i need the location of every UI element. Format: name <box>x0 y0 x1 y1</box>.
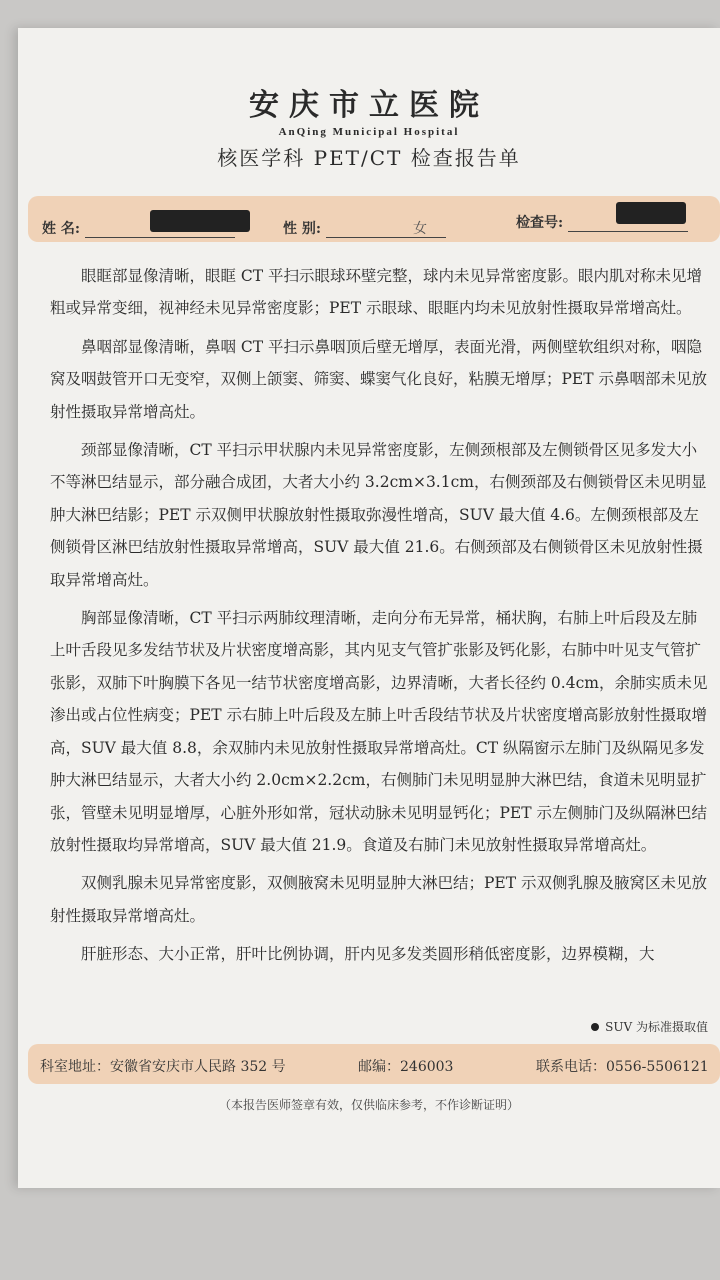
footnote-text: SUV 为标准摄取值 <box>605 1020 708 1034</box>
name-label: 姓 名: <box>42 221 81 237</box>
report-page <box>18 28 720 1188</box>
sex-value: 女 <box>413 221 427 237</box>
sex-field <box>283 218 446 238</box>
name-redaction <box>150 210 250 232</box>
paragraph-orbit: 眼眶部显像清晰，眼眶 CT 平扫示眼球环壁完整，球内未见异常密度影。眼内肌对称未见增粗或异常变细，视神经未见异常密度影；PET 示眼球、眼眶内均未见放射性摄取异常增高灶。 <box>50 267 703 318</box>
report-header <box>18 80 720 171</box>
phone: 联系电话：0556-5506121 <box>536 1059 709 1075</box>
patient-info-band <box>28 196 720 242</box>
paragraph-neck: 颈部显像清晰，CT 平扫示甲状腺内未见异常密度影，左侧颈根部及左侧锁骨区见多发大小不等淋巴结显示，部分融合成团，大者大小约 3.2cm×3.1cm，右侧颈部及右侧锁骨区未见明显肿大淋巴结影；PET 示双侧甲状腺放射性摄取弥漫性增高，SUV 最大值 4.6。左侧颈根部及左侧锁骨区淋巴结放射性摄取异常增高，SUV 最大值 21.6。右侧颈部及右侧锁骨区未见放射性摄取异常增高灶。 <box>50 441 707 589</box>
bullet-icon <box>591 1023 599 1031</box>
exam-no-field <box>516 212 688 232</box>
report-title: 核医学科 PET/CT 检查报告单 <box>217 146 521 170</box>
paragraph-liver: 肝脏形态、大小正常，肝叶比例协调，肝内见多发类圆形稍低密度影，边界模糊，大 <box>81 945 655 964</box>
footer-band <box>28 1044 720 1084</box>
paragraph-chest: 胸部显像清晰，CT 平扫示两肺纹理清晰，走向分布无异常，桶状胸，右肺上叶后段及左肺上叶舌段见多发结节状及片状密度增高影，其内见支气管扩张影及钙化影，右肺中叶见支气管扩张影，双肺下叶胸膜下各见一结节状密度增高影，边界清晰，大者长径约 0.4cm，余肺实质未见渗出或占位性病变；PET 示右肺上叶后段及左肺上叶舌段结节状及片状密度增高影放射性摄取增高，SUV 最大值 8.8，余双肺内未见放射性摄取异常增高灶。CT 纵隔窗示左肺门及纵隔见多发肿大淋巴结显示，大者大小约 2.0cm×2.2cm，右侧肺门未见明显肿大淋巴结，食道未见明显扩张，管壁未见明显增厚，心脏外形如常，冠状动脉未见明显钙化；PET 示左侧肺门及纵隔淋巴结放射性摄取均异常增高，SUV 最大值 21.9。食道及右肺门未见放射性摄取异常增高灶。 <box>50 609 708 854</box>
suv-footnote <box>591 1018 708 1035</box>
paragraph-breast: 双侧乳腺未见异常密度影，双侧腋窝未见明显肿大淋巴结；PET 示双侧乳腺及腋窝区未见放射性摄取异常增高灶。 <box>50 874 708 925</box>
postcode: 邮编：246003 <box>358 1059 454 1075</box>
exam-no-redaction <box>616 202 686 224</box>
sex-label: 性 别: <box>283 221 322 237</box>
name-field <box>42 218 235 238</box>
paragraph-nasopharynx: 鼻咽部显像清晰，鼻咽 CT 平扫示鼻咽顶后壁无增厚，表面光滑，两侧壁软组织对称，咽隐窝及咽鼓管开口无变窄，双侧上颌窦、筛窦、蝶窦气化良好，粘膜无增厚；PET 示鼻咽部未见放射性摄取异常增高灶。 <box>50 337 708 421</box>
hospital-name: 安庆市立医院 <box>249 88 489 123</box>
hospital-name-en: AnQing Municipal Hospital <box>278 126 460 138</box>
exam-no-label: 检查号: <box>516 215 564 231</box>
disclaimer: （本报告医师签章有效，仅供临床参考，不作诊断证明） <box>218 1098 519 1112</box>
address: 科室地址：安徽省安庆市人民路 352 号 <box>40 1059 286 1075</box>
report-body <box>50 260 710 977</box>
